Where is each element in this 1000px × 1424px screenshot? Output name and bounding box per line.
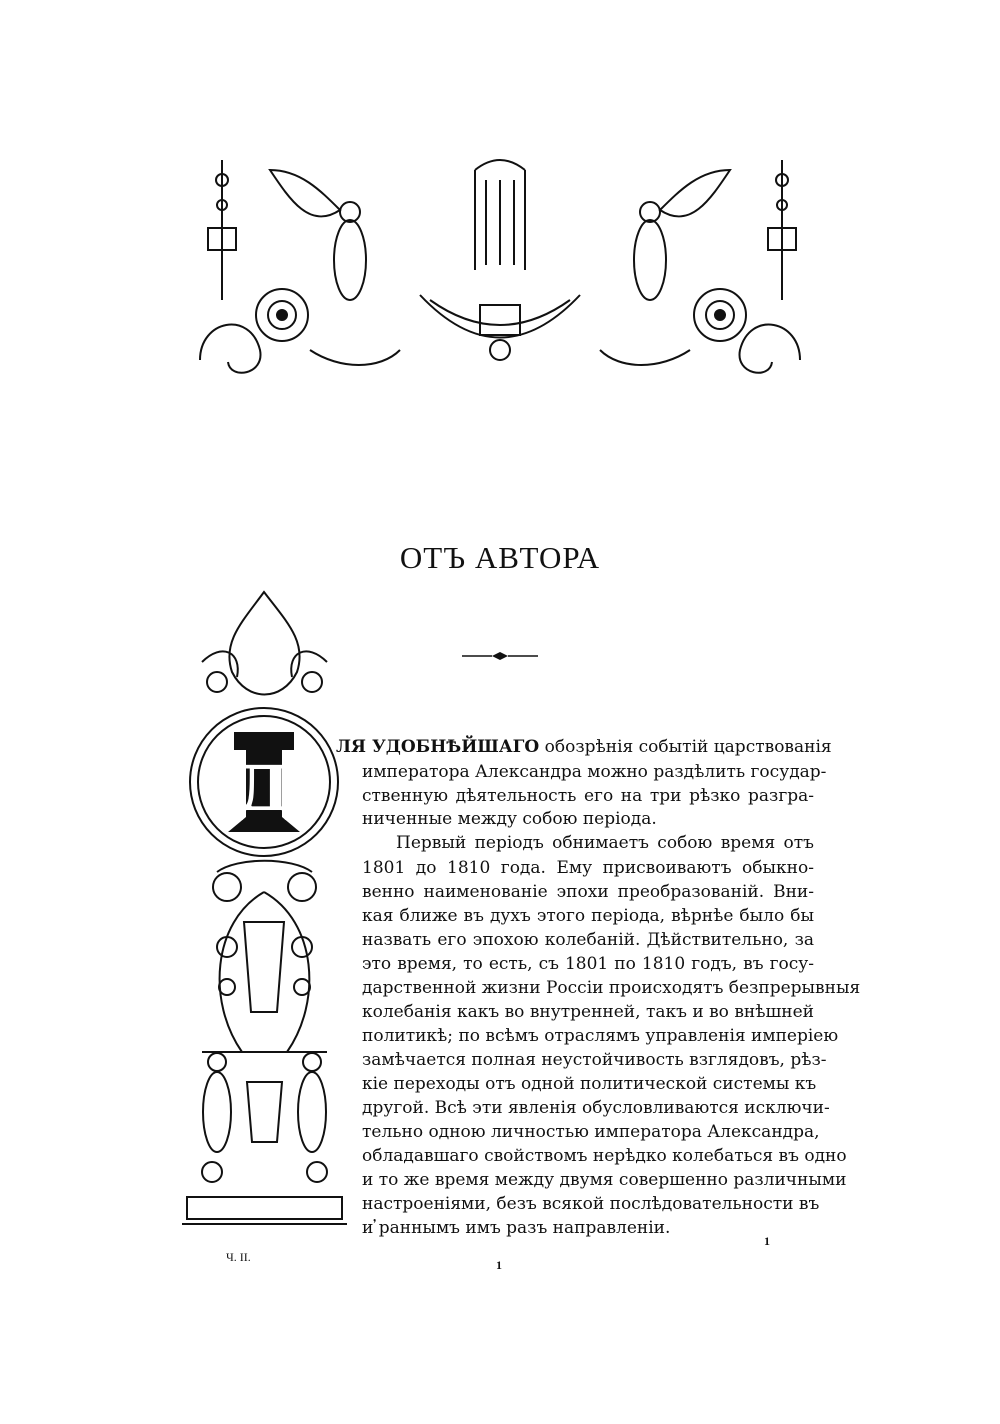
signature-mark: Ч. II. (226, 1250, 251, 1264)
initial-column-ornament (182, 582, 347, 1232)
page-title: ОТЪ АВТОРА (399, 540, 601, 575)
body-line: это время, то есть, съ 1801 по 1810 годъ, въ госу- (362, 954, 814, 974)
body-line: кіе переходы отъ одной политической системы къ (362, 1074, 817, 1094)
body-line: ственную дѣятельность его на три рѣзко разгра- (362, 786, 814, 806)
body-line: дарственной жизни Россіи происходятъ безпрерывныя (362, 978, 861, 998)
body-line: кая ближе въ духъ этого періода, вѣрнѣе было бы (362, 906, 814, 926)
drop-initial-letter: Д (236, 752, 292, 825)
body-line-last: и ̓раннымъ имъ разъ направленіи. (362, 1218, 671, 1238)
body-line: тельно одною личностью императора Александра, (362, 1122, 820, 1142)
body-line-first (336, 735, 832, 759)
signature-number: 1 (764, 1234, 770, 1248)
body-line: замѣчается полная неустойчивость взглядовъ, рѣз- (362, 1050, 827, 1070)
lead-caps: ЛЯ УДОБНѢЙШАГО (336, 737, 540, 757)
body-line: назвать его эпохою колебаній. Дѣйствительно, за (362, 930, 814, 950)
ornamental-headpiece (190, 150, 810, 385)
body-line: и то же время между двумя совершенно различными (362, 1170, 847, 1190)
body-line: колебанія какъ во внутренней, такъ и во внѣшней (362, 1002, 814, 1022)
ornamental-initial-column (182, 582, 347, 1232)
title-rule (462, 650, 538, 662)
first-line-rest: обозрѣнія событій царствованія (544, 737, 832, 757)
body-line: 1801 до 1810 года. Ему присвоиваютъ обыкно- (362, 858, 814, 878)
body-line: венно наименованіе эпохи преобразованій. Вни- (362, 882, 814, 902)
body-line: императора Александра можно раздѣлить государ- (362, 762, 827, 782)
body-line: другой. Всѣ эти явленія обусловливаются исключи- (362, 1098, 830, 1118)
body-line: настроеніями, безъ всякой послѣдовательности въ (362, 1194, 820, 1214)
page-number: 1 (496, 1258, 502, 1272)
body-line: Первый періодъ обнимаетъ собою время отъ (396, 833, 814, 853)
body-line: ниченные между собою періода. (362, 809, 657, 829)
body-line: обладавшаго свойствомъ нерѣдко колебаться въ одно (362, 1146, 847, 1166)
body-line: политикѣ; по всѣмъ отраслямъ управленія имперіею (362, 1026, 839, 1046)
